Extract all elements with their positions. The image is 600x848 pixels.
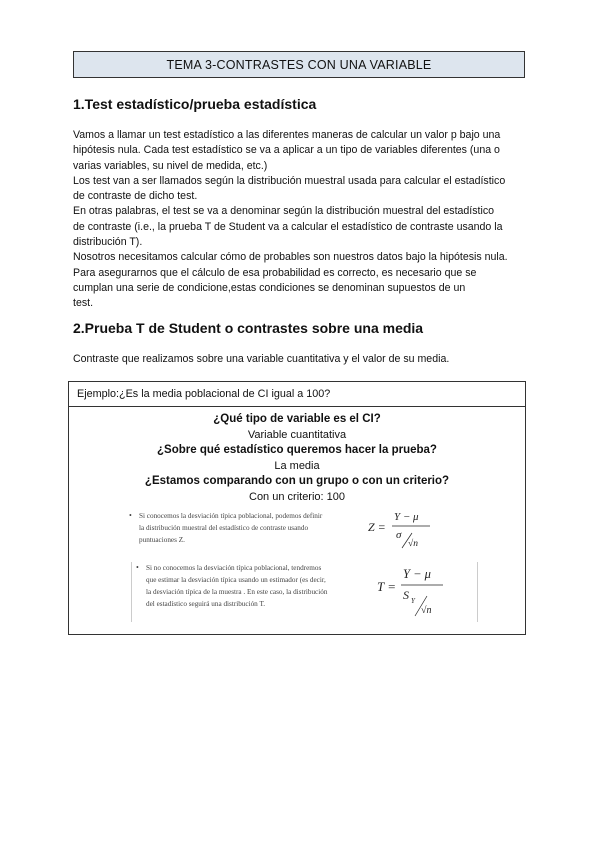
body-line: distribución T). bbox=[73, 236, 143, 249]
case-line: la distribución muestral del estadístico de contraste usando bbox=[139, 524, 309, 532]
case-known-sigma-text bbox=[139, 510, 364, 546]
body-line: de contraste de dicho test. bbox=[73, 190, 198, 203]
body-line: test. bbox=[73, 297, 94, 310]
answer-statistic: La media bbox=[274, 459, 320, 472]
bullet-icon: • bbox=[136, 563, 139, 572]
body-line: cumplan una serie de condicione,estas condiciones se denominan supuestos de un bbox=[73, 281, 466, 294]
z-formula-sqrt-n: √n bbox=[408, 539, 418, 549]
body-line: Para asegurarnos que el cálculo de esa probabilidad es correcto, es necesario que se bbox=[73, 266, 477, 279]
z-formula-numerator: Y − μ bbox=[394, 511, 419, 523]
example-box bbox=[68, 381, 526, 635]
section1-heading: 1.Test estadístico/prueba estadística bbox=[73, 96, 317, 112]
body-line: En otras palabras, el test se va a denominar según la distribución muestral del estadístico bbox=[73, 205, 495, 218]
z-formula-sigma: σ bbox=[396, 529, 402, 541]
case-line: del estadístico seguirá una distribución T. bbox=[146, 600, 266, 608]
case-line: puntuaciones Z. bbox=[139, 536, 185, 544]
bullet-icon: • bbox=[129, 511, 132, 520]
question-comparison: ¿Estamos comparando con un grupo o con un criterio? bbox=[144, 475, 450, 487]
t-formula-numerator: Y − μ bbox=[403, 567, 431, 581]
case-line: Si conocemos la desviación típica poblacional, podemos definir bbox=[139, 512, 323, 520]
section2-intro: Contraste que realizamos sobre una variable cuantitativa y el valor de su media. bbox=[73, 353, 450, 365]
body-line: Los test van a ser llamados según la distribución muestral usada para calcular el estadístico bbox=[73, 174, 506, 187]
t-formula-s: S bbox=[403, 588, 409, 602]
case-unknown-sigma bbox=[131, 562, 478, 622]
body-line: varias variables, su nivel de medida, etc.) bbox=[73, 159, 268, 172]
answer-comparison: Con un criterio: 100 bbox=[249, 490, 345, 503]
case-unknown-sigma-text bbox=[146, 562, 378, 610]
answer-variable-type: Variable cuantitativa bbox=[247, 428, 347, 441]
z-formula-lhs: Z = bbox=[368, 520, 386, 534]
case-line: que estimar la desviación típica usando un estimador (es decir, bbox=[146, 576, 326, 584]
z-formula bbox=[366, 508, 456, 568]
example-questions bbox=[69, 407, 525, 505]
t-formula-sqrt-n: √n bbox=[421, 605, 432, 616]
body-line: Nosotros necesitamos calcular cómo de probables son nuestros datos bajo la hipótesis nula. bbox=[73, 251, 508, 264]
case-line: Si no conocemos la desviación típica poblacional, tendremos bbox=[146, 564, 322, 572]
body-line: Vamos a llamar un test estadístico a las diferentes maneras de calcular un valor p bajo una bbox=[73, 129, 501, 141]
example-header: Ejemplo:¿Es la media poblacional de CI igual a 100? bbox=[69, 382, 525, 407]
document-title: TEMA 3-CONTRASTES CON UNA VARIABLE bbox=[73, 51, 525, 78]
t-formula-lhs: T = bbox=[377, 579, 397, 594]
case-line: la desviación típica de la muestra . En este caso, la distribución bbox=[146, 588, 328, 596]
question-statistic: ¿Sobre qué estadístico queremos hacer la prueba? bbox=[157, 444, 437, 456]
section2-heading: 2.Prueba T de Student o contrastes sobre una media bbox=[73, 320, 424, 336]
section1-body bbox=[73, 128, 533, 312]
body-line: hipótesis nula. Cada test estadístico se va a aplicar a un tipo de variables diferentes (una o bbox=[73, 144, 500, 157]
body-line: de contraste (i.e., la prueba T de Student va a calcular el estadístico de contraste usando la bbox=[73, 220, 503, 233]
t-formula-s-subscript: Y bbox=[411, 597, 415, 605]
t-formula bbox=[375, 564, 465, 624]
question-variable-type: ¿Qué tipo de variable es el CI? bbox=[213, 413, 381, 425]
